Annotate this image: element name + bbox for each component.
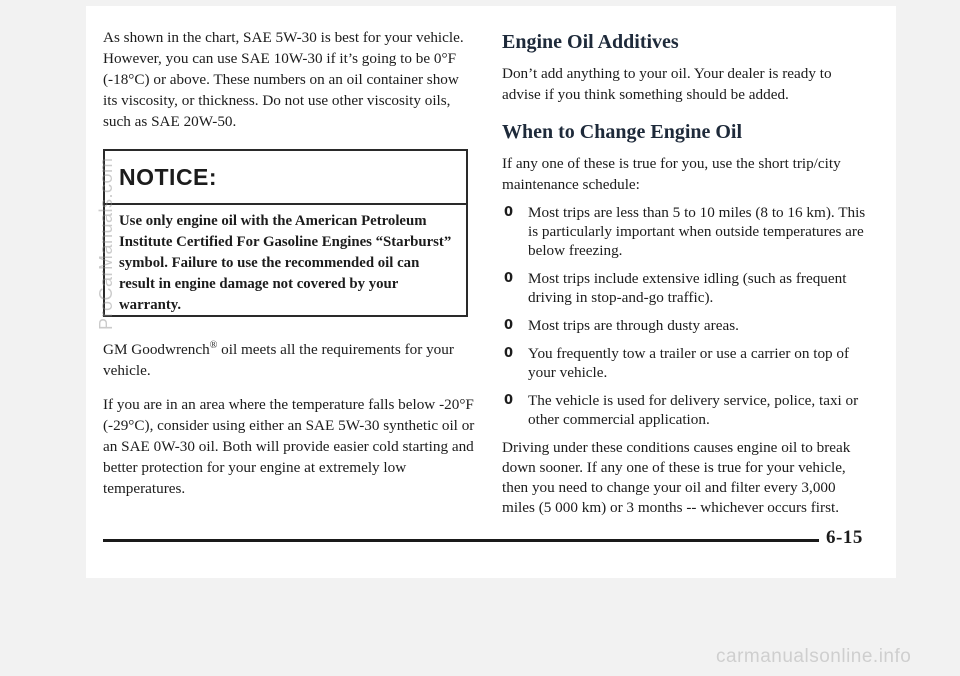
notice-text: Use only engine oil with the American Petroleum Institute Certified For Gasoline Engines “Starburst” symbol. Failure to use the recommended oil can result in engine damage not covered by your warranty. — [119, 213, 452, 313]
change-oil-intro: If any one of these is true for you, use the short trip/city maintenance schedule: — [502, 155, 841, 193]
additives-heading: Engine Oil Additives — [502, 31, 679, 53]
conditions-list — [502, 203, 872, 429]
footer-rule — [103, 539, 819, 542]
bullet-icon: 0 — [504, 205, 514, 220]
list-item — [502, 391, 872, 429]
list-item-text: Most trips are less than 5 to 10 miles (8 to 16 km). This is particularly important when outside temperatures are below freezing. — [528, 204, 866, 259]
bullet-icon: 0 — [504, 271, 514, 286]
bullet-icon: 0 — [504, 346, 514, 361]
goodwrench-text-end: oil meets all the requirements for your vehicle. — [103, 341, 454, 379]
change-oil-heading: When to Change Engine Oil — [502, 121, 743, 143]
side-watermark: ProCarManuals.com — [96, 157, 116, 330]
bullet-icon: 0 — [504, 393, 514, 408]
list-item-text: The vehicle is used for delivery service, police, taxi or other commercial application. — [528, 392, 859, 428]
list-item — [502, 269, 872, 307]
list-item-text: Most trips are through dusty areas. — [528, 317, 739, 334]
list-item — [502, 316, 872, 335]
footer-watermark: carmanualsonline.info — [716, 646, 912, 667]
list-item — [502, 203, 872, 260]
list-item-text: Most trips include extensive idling (such as frequent driving in stop-and-go traffic). — [528, 270, 847, 306]
goodwrench-text-start: GM Goodwrench — [103, 341, 210, 358]
left-column — [103, 27, 475, 499]
additives-paragraph: Don’t add anything to your oil. Your dealer is ready to advise if you think something should be added. — [502, 65, 832, 103]
notice-header — [105, 151, 466, 205]
closing-paragraph: Driving under these conditions causes engine oil to break down sooner. If any one of these is true for your vehicle, then you need to change your oil and filter every 3,000 miles (5 000 km) or 3 months -- whichever occurs first. — [502, 439, 851, 516]
notice-title: NOTICE: — [119, 164, 218, 190]
list-item — [502, 344, 872, 382]
notice-box — [103, 149, 468, 317]
viscosity-paragraph: As shown in the chart, SAE 5W-30 is best for your vehicle. However, you can use SAE 10W-30 if it’s going to be 0°F (-18°C) or above. These numbers on an oil container show its viscosity, or thickness. Do not use other viscosity oils, such as SAE 20W-50. — [103, 29, 464, 130]
cold-weather-paragraph: If you are in an area where the temperature falls below -20°F (-29°C), consider using either an SAE 5W-30 synthetic oil or an SAE 0W-30 oil. Both will provide easier cold starting and better protection for your engine at extremely low temperatures. — [103, 396, 475, 497]
goodwrench-paragraph — [103, 339, 475, 381]
right-column — [502, 30, 872, 518]
page-number: 6-15 — [826, 527, 863, 548]
bullet-icon: 0 — [504, 318, 514, 333]
list-item-text: You frequently tow a trailer or use a carrier on top of your vehicle. — [528, 345, 850, 381]
registered-mark: ® — [209, 339, 218, 351]
